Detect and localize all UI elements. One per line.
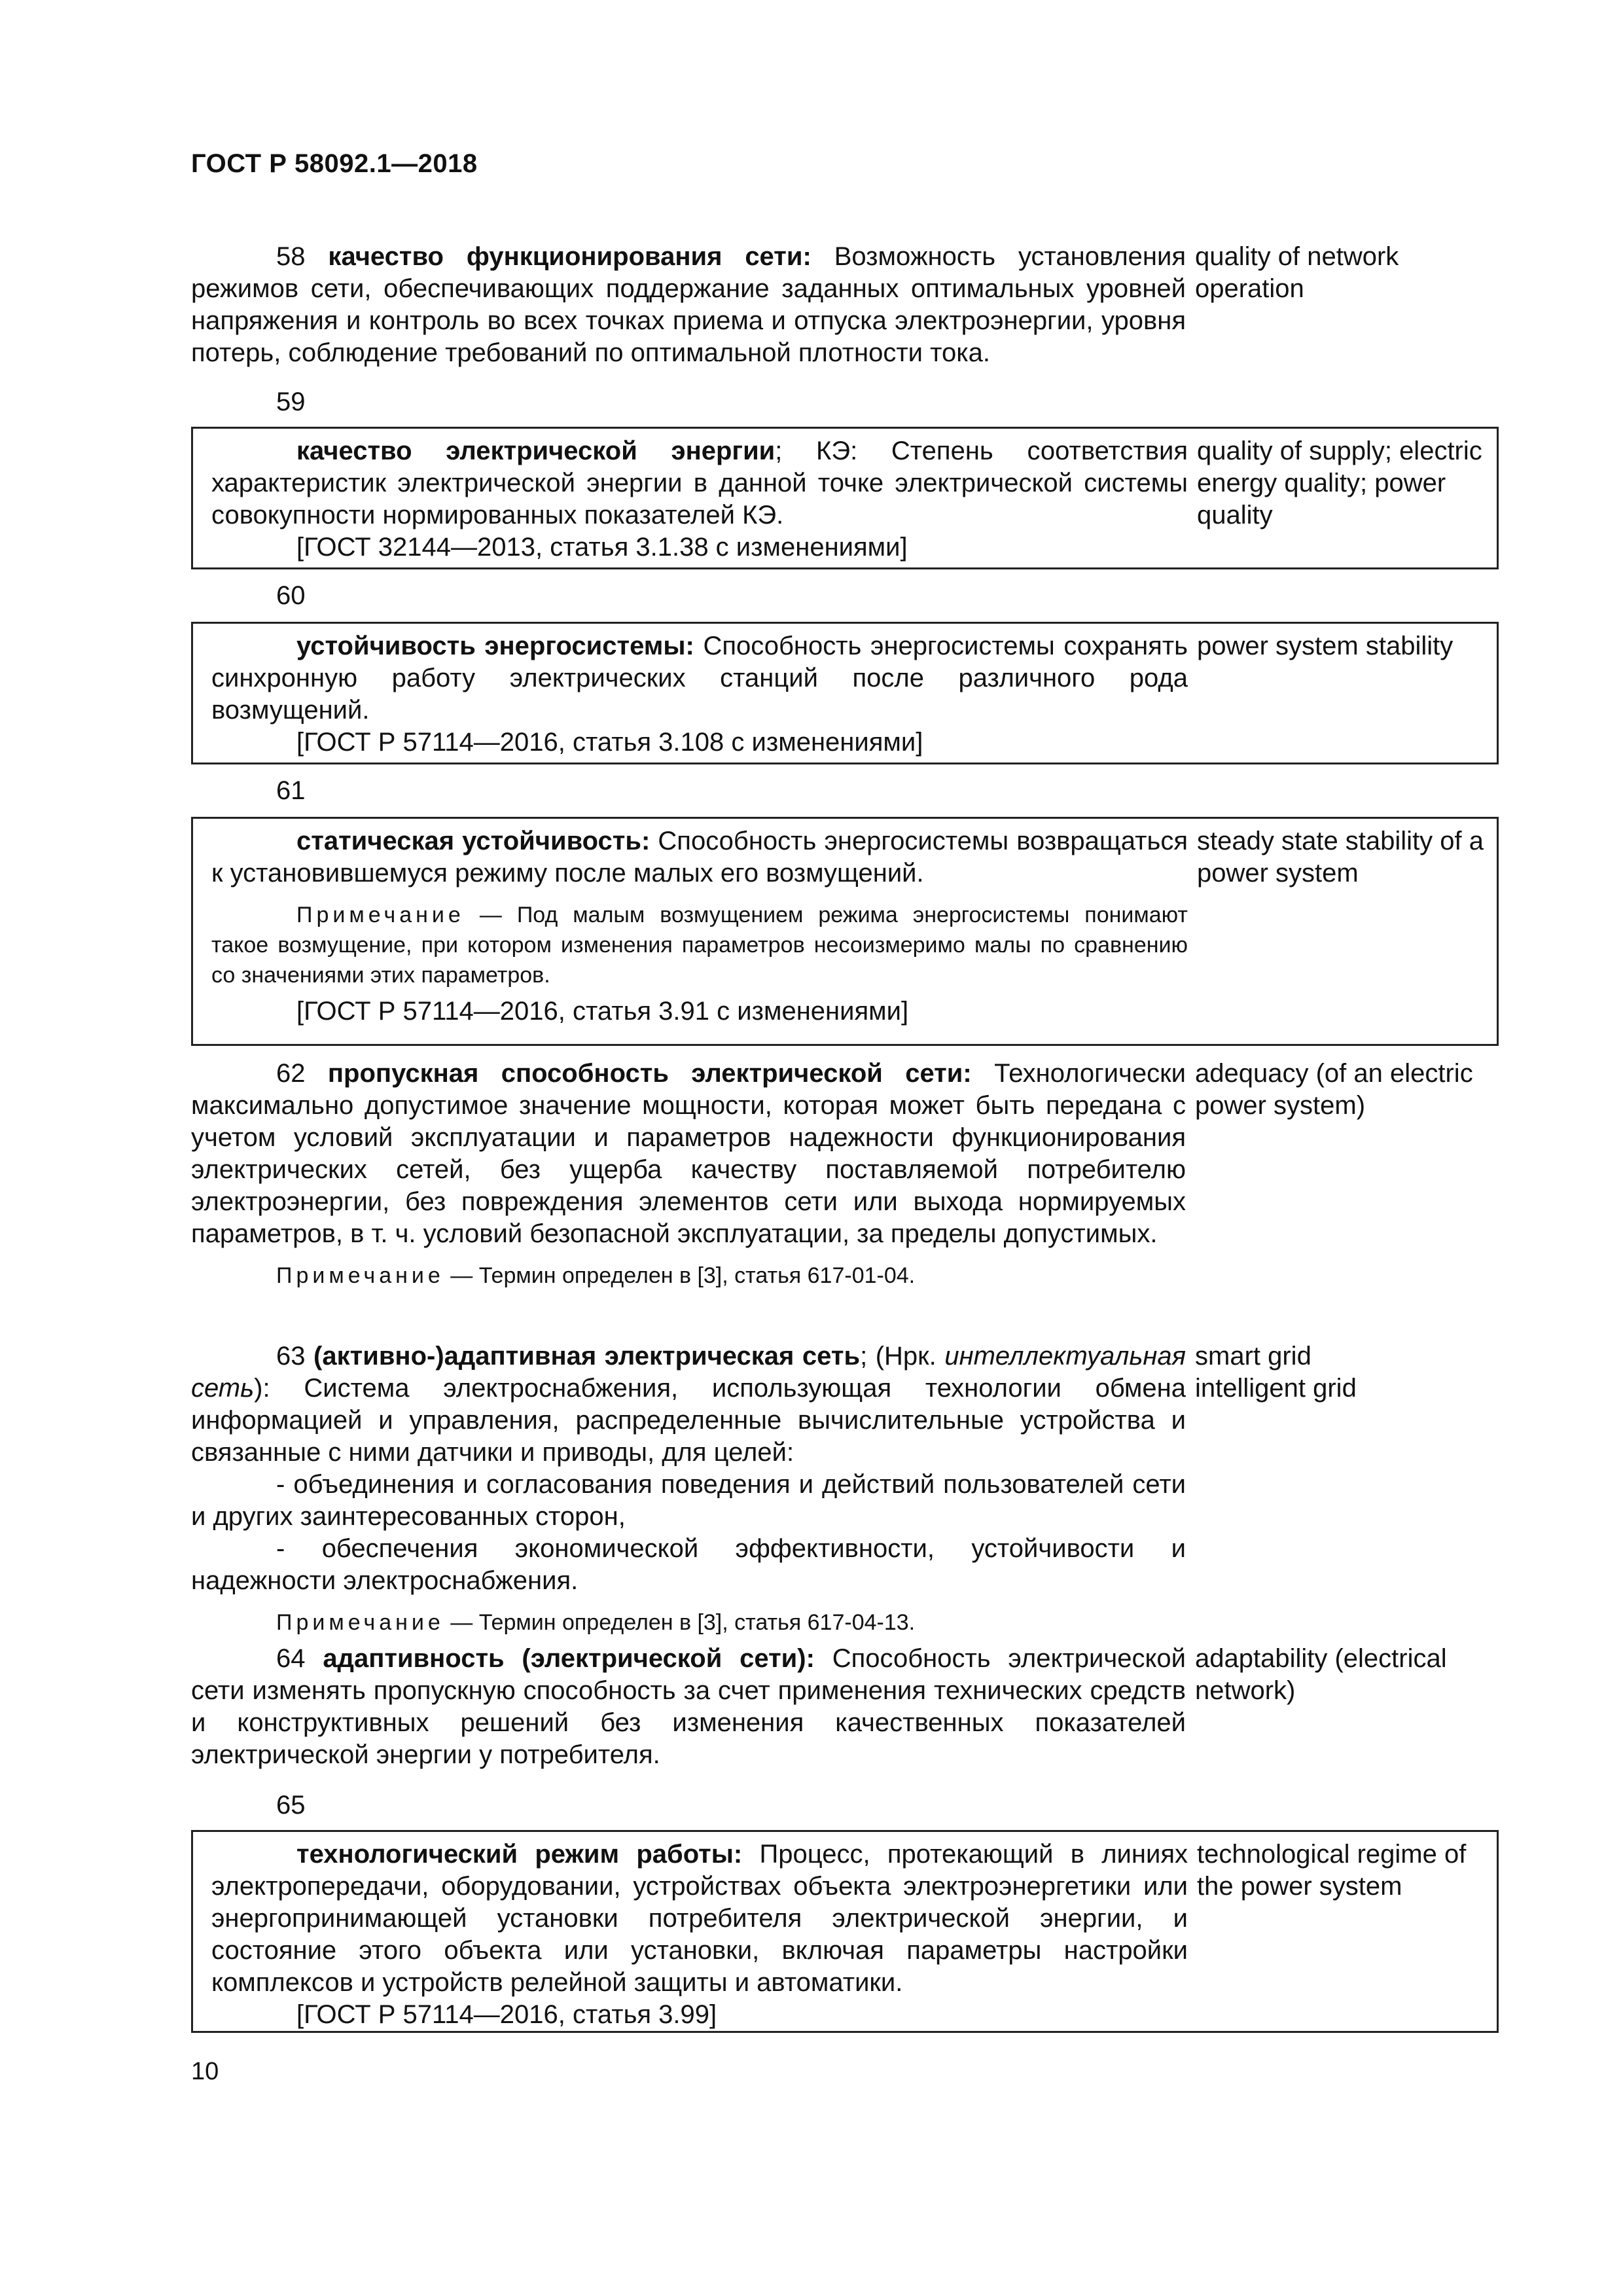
term-number: 64 xyxy=(276,1644,306,1673)
term-number-65: 65 xyxy=(276,1791,306,1820)
page-header-title: ГОСТ Р 58092.1—2018 xyxy=(191,149,478,178)
term-number-60: 60 xyxy=(276,581,306,610)
term-entry-65 xyxy=(191,1830,1499,2033)
term-definition: Способность электрической сети изменять пропускную способность за счет применения технических средств и конструктивных решений без изменения качественных показателей электрической энергии у потребителя. xyxy=(191,1644,1186,1769)
english-equivalent: power system stability xyxy=(1197,632,1454,660)
note-text: — Термин определен в [3], статья 617-04-13. xyxy=(450,1610,916,1635)
term-source: [ГОСТ 32144—2013, статья 3.1.38 с изменениями] xyxy=(296,533,908,562)
english-equivalent-2: intelligent grid xyxy=(1195,1374,1357,1403)
term-number: 62 xyxy=(276,1059,306,1088)
list-item: - объединения и согласования поведения и действий пользователей сети и других заинтересованных сторон, xyxy=(191,1470,1186,1531)
term-entry-59 xyxy=(191,427,1499,569)
term-entry-58 xyxy=(191,241,1499,372)
term-entry-64 xyxy=(191,1636,1499,1787)
term-note xyxy=(191,1261,1186,1291)
term-number-59: 59 xyxy=(276,387,306,416)
term-text xyxy=(211,1839,1188,2031)
term-name: качество электрической энергии xyxy=(296,437,776,465)
term-definition: Способность энергосистемы сохранять синхронную работу электрических станций после различного рода возмущений. xyxy=(211,632,1188,725)
note-text: — Термин определен в [3], статья 617-01-04. xyxy=(450,1263,916,1288)
list-item: - обеспечения экономической эффективности, устойчивости и надежности электроснабжения. xyxy=(191,1534,1186,1595)
term-definition: Система электроснабжения, использующая технологии обмена информацией и управления, распределенные вычислительные устройства и связанные с ними датчики и приводы, для целей: xyxy=(191,1374,1186,1467)
term-number-61: 61 xyxy=(276,776,306,805)
deprecated-term: интеллектуальная сеть xyxy=(191,1342,1186,1403)
term-definition: Процесс, протекающий в линиях электропередачи, оборудовании, устройствах объекта электроэнергетики или энергопринимающей установки потребителя электрической энергии, и состояние этого объекта или установки, включая параметры настройки комплексов и устройств релейной защиты и автоматики. xyxy=(211,1840,1188,1997)
note-label: Примечание xyxy=(276,1610,444,1635)
term-text xyxy=(211,630,1188,759)
english-equivalent: adaptability (electrical network) xyxy=(1195,1644,1447,1705)
term-name: технологический режим работы: xyxy=(296,1840,743,1869)
term-note xyxy=(191,1607,1186,1638)
term-text xyxy=(211,825,1188,1028)
deprecated-prefix: ; (Нрк. xyxy=(860,1342,936,1371)
english-equivalent: adequacy (of an electric power system) xyxy=(1195,1059,1473,1120)
note-text: — Под малым возмущением режима энергосистемы понимают такое возмущение, при котором изменения параметров несоизмеримо малы по сравнению со значениями этих параметров. xyxy=(211,903,1188,988)
term-entry-61 xyxy=(191,817,1499,1046)
term-source: [ГОСТ Р 57114—2016, статья 3.91 с изменениями] xyxy=(296,997,909,1026)
english-equivalent xyxy=(1195,1340,1489,1405)
term-name: качество функционирования сети: xyxy=(328,242,812,271)
english-equivalent: technological regime of the power system xyxy=(1197,1840,1467,1901)
term-entry-63 xyxy=(191,1334,1499,1641)
term-text xyxy=(191,241,1186,369)
note-label: Примечание xyxy=(276,1263,444,1288)
term-name: (активно-)адаптивная электрическая сеть xyxy=(313,1342,861,1371)
english-equivalent: steady state stability of a power system xyxy=(1197,827,1484,888)
term-abbreviation: ; КЭ: xyxy=(775,437,858,465)
term-name: адаптивность (электрической сети): xyxy=(323,1644,815,1673)
term-text xyxy=(211,435,1188,564)
term-text xyxy=(191,1340,1186,1638)
english-equivalent-1: smart grid xyxy=(1195,1342,1311,1371)
term-number: 58 xyxy=(276,242,306,271)
deprecated-suffix: ): xyxy=(254,1374,270,1403)
term-definition: Технологически максимально допустимое значение мощности, которая может быть передана с учетом условий эксплуатации и параметров надежности функционирования электрических сетей, без ущерба качеству поставляемой потребителю электроэнергии, без повреждения элементов сети или выхода нормируемых параметров, в т. ч. условий безопасной эксплуатации, за пределы допустимых. xyxy=(191,1059,1186,1248)
term-definition: Способность энергосистемы возвращаться к установившемуся режиму после малых его возмущений. xyxy=(211,827,1188,888)
term-definition: Степень соответствия характеристик электрической энергии в данной точке электрической системы совокупности нормированных показателей КЭ. xyxy=(211,437,1188,529)
term-text xyxy=(191,1058,1186,1291)
term-name: устойчивость энергосистемы: xyxy=(296,632,694,660)
term-number: 63 xyxy=(276,1342,306,1371)
term-name: пропускная способность электрической сети: xyxy=(327,1059,972,1088)
term-note xyxy=(211,900,1188,990)
note-label: Примечание xyxy=(296,903,465,927)
term-source: [ГОСТ Р 57114—2016, статья 3.108 с изменениями] xyxy=(296,728,923,757)
english-equivalent: quality of network operation xyxy=(1195,242,1399,303)
english-equivalent: quality of supply; electric energy quality; power quality xyxy=(1197,437,1482,529)
term-name: статическая устойчивость: xyxy=(296,827,651,855)
term-text xyxy=(191,1643,1186,1771)
term-entry-62 xyxy=(191,1051,1499,1326)
page-number: 10 xyxy=(191,2058,219,2085)
term-source: [ГОСТ Р 57114—2016, статья 3.99] xyxy=(296,2000,717,2029)
term-entry-60 xyxy=(191,622,1499,764)
term-definition: Возможность установления режимов сети, обеспечивающих поддержание заданных оптимальных уровней напряжения и контроль во всех точках приема и отпуска электроэнергии, уровня потерь, соблюдение требований по оптимальной плотности тока. xyxy=(191,242,1186,367)
